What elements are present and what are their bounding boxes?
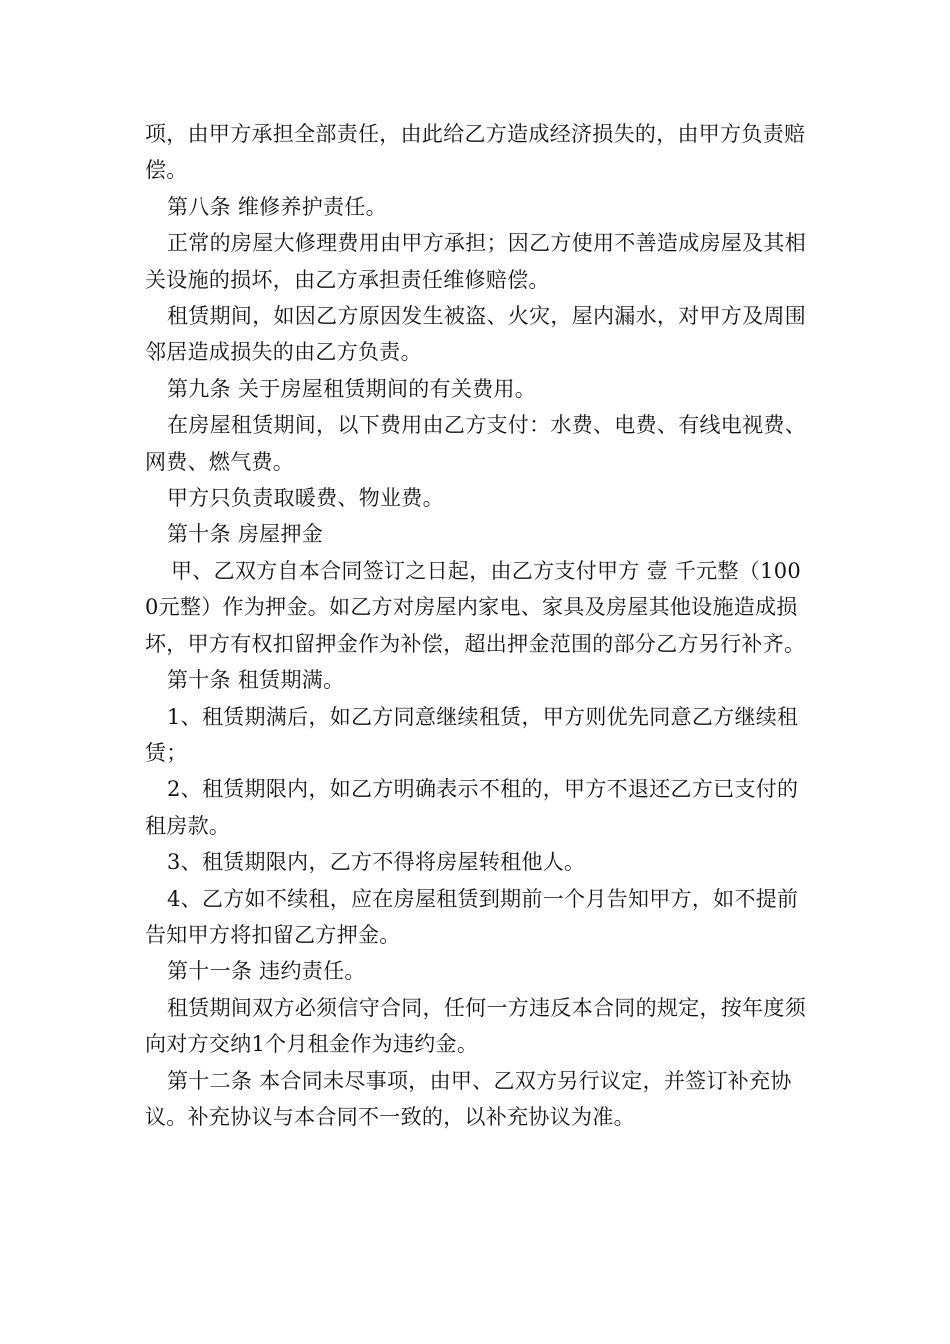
article-8-heading: 第八条 维修养护责任。 xyxy=(167,194,387,219)
paragraph-tenant-fees: 在房屋租赁期间，以下费用由乙方支付：水费、电费、有线电视费、网费、燃气费。 xyxy=(145,413,806,474)
paragraph-damage-liability: 租赁期间，如因乙方原因发生被盗、火灾，屋内漏水，对甲方及周围邻居造成损失的由乙方负责。 xyxy=(145,304,806,365)
article-10-heading-expiry: 第十条 租赁期满。 xyxy=(167,668,345,693)
clause-expiry-2: 2、租赁期限内，如乙方明确表示不租的，甲方不退还乙方已支付的租房款。 xyxy=(145,777,799,838)
article-12-supplementary: 第十二条 本合同未尽事项，由甲、乙双方另行议定，并签订补充协议。补充协议与本合同不一致的，以补充协议为准。 xyxy=(145,1068,792,1129)
article-9-heading: 第九条 关于房屋租赁期间的有关费用。 xyxy=(167,376,537,401)
article-10-heading-deposit: 第十条 房屋押金 xyxy=(167,522,324,547)
article-11-heading: 第十一条 违约责任。 xyxy=(167,959,366,984)
clause-expiry-3: 3、租赁期限内，乙方不得将房屋转租他人。 xyxy=(167,850,586,875)
clause-expiry-1: 1、租赁期满后，如乙方同意继续租赁，甲方则优先同意乙方继续租赁； xyxy=(145,704,799,765)
paragraph-deposit-terms: 甲、乙双方自本合同签订之日起，由乙方支付甲方 壹 千元整（1000元整）作为押金。如乙方对房屋内家电、家具及房屋其他设施造成损坏，甲方有权扣留押金作为补偿，超出押金范围的部分乙方另行补齐。 xyxy=(145,558,806,656)
document-body xyxy=(145,116,810,1135)
paragraph-landlord-fees: 甲方只负责取暖费、物业费。 xyxy=(167,486,444,511)
clause-expiry-4: 4、乙方如不续租，应在房屋租赁到期前一个月告知甲方，如不提前告知甲方将扣留乙方押金。 xyxy=(145,886,799,947)
paragraph-repair-costs: 正常的房屋大修理费用由甲方承担；因乙方使用不善造成房屋及其相关设施的损坏，由乙方承担责任维修赔偿。 xyxy=(145,231,806,292)
paragraph-liability-continued: 项，由甲方承担全部责任，由此给乙方造成经济损失的，由甲方负责赔偿。 xyxy=(145,122,806,183)
paragraph-breach-penalty: 租赁期间双方必须信守合同，任何一方违反本合同的规定，按年度须向对方交纳1个月租金作为违约金。 xyxy=(145,995,806,1057)
